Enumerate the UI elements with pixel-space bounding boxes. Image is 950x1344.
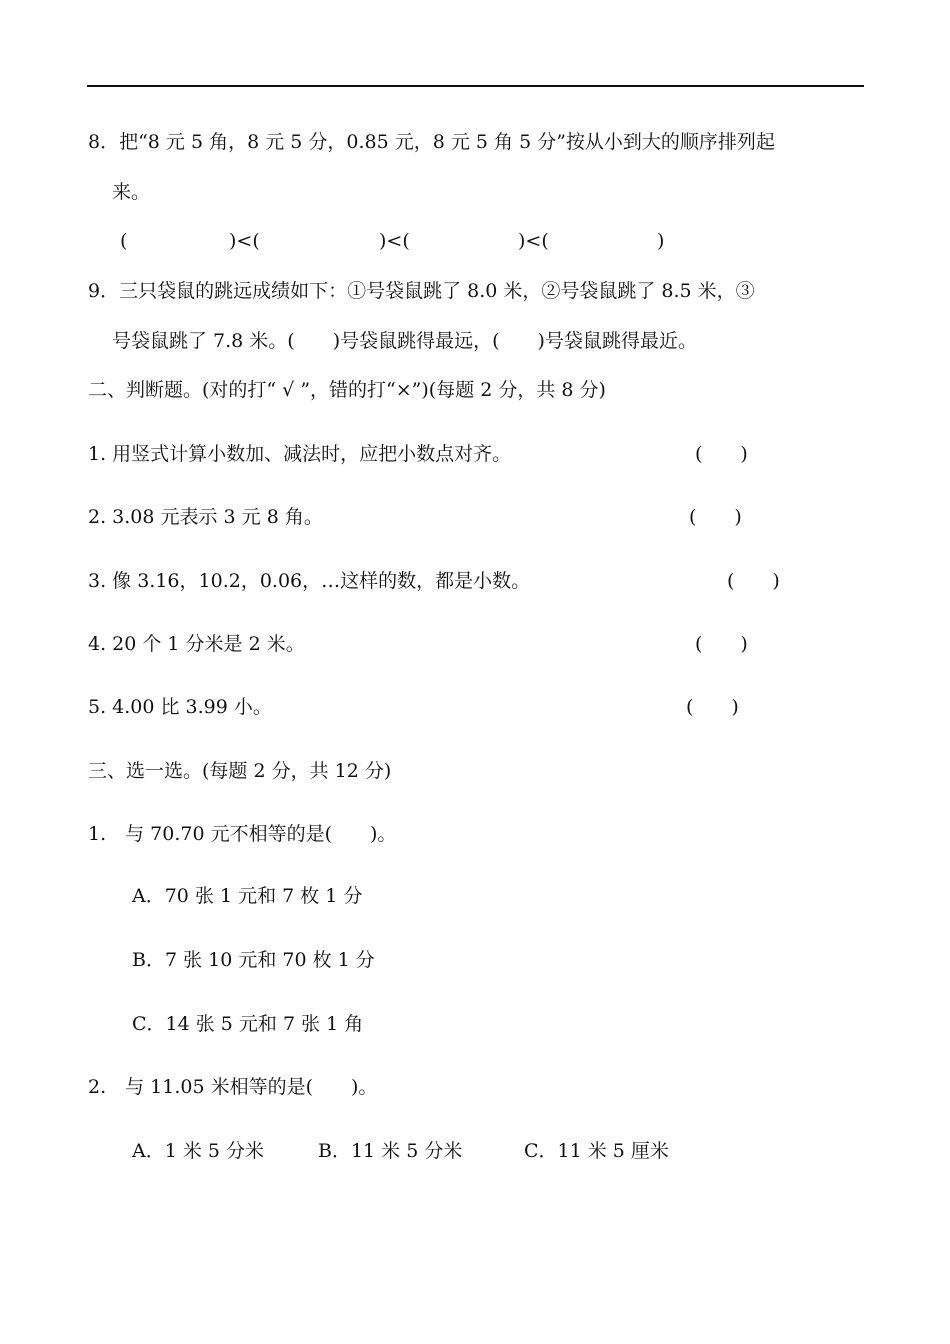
q8-blank-4[interactable]: )<( <box>518 230 549 252</box>
q8-line2: 来。 <box>112 181 151 203</box>
judge-answer-5[interactable]: ( ) <box>686 696 739 718</box>
choice-q1-stem: 1. 与 70.70 元不相等的是( )。 <box>88 823 397 845</box>
q8-blank-1[interactable]: ( <box>120 230 128 252</box>
section2-heading: 二、判断题。(对的打“ √ ”，错的打“×”)(每题 2 分，共 8 分) <box>88 379 606 401</box>
choice-q2-option-b[interactable]: B．11 米 5 分米 <box>318 1140 463 1162</box>
judge-item-4: 4. 20 个 1 分米是 2 米。 <box>88 633 305 655</box>
judge-answer-4[interactable]: ( ) <box>695 633 748 655</box>
header-rule <box>87 85 864 87</box>
judge-item-1: 1. 用竖式计算小数加、减法时，应把小数点对齐。 <box>88 443 512 465</box>
judge-item-5: 5. 4.00 比 3.99 小。 <box>88 696 272 718</box>
judge-answer-2[interactable]: ( ) <box>689 506 742 528</box>
judge-item-3: 3. 像 3.16，10.2，0.06，…这样的数，都是小数。 <box>88 570 531 592</box>
judge-answer-3[interactable]: ( ) <box>727 570 780 592</box>
q8-blank-5[interactable]: ) <box>657 230 665 252</box>
section3-heading: 三、选一选。(每题 2 分，共 12 分) <box>88 760 392 782</box>
choice-q1-option-a[interactable]: A．70 张 1 元和 7 枚 1 分 <box>132 885 363 907</box>
q9-line2: 号袋鼠跳了 7.8 米。( )号袋鼠跳得最远，( )号袋鼠跳得最近。 <box>112 330 697 352</box>
q8-blank-3[interactable]: )<( <box>379 230 410 252</box>
judge-answer-1[interactable]: ( ) <box>695 443 748 465</box>
choice-q2-option-a[interactable]: A．1 米 5 分米 <box>132 1140 265 1162</box>
q9-line1: 9．三只袋鼠的跳远成绩如下：①号袋鼠跳了 8.0 米，②号袋鼠跳了 8.5 米，③ <box>88 280 755 302</box>
q8-line1: 8．把“8 元 5 角，8 元 5 分，0.85 元，8 元 5 角 5 分”按从小到大的顺序排列起 <box>88 131 775 153</box>
choice-q2-option-c[interactable]: C．11 米 5 厘米 <box>524 1140 669 1162</box>
choice-q1-option-c[interactable]: C．14 张 5 元和 7 张 1 角 <box>132 1013 364 1035</box>
judge-item-2: 2. 3.08 元表示 3 元 8 角。 <box>88 506 323 528</box>
choice-q2-stem: 2. 与 11.05 米相等的是( )。 <box>88 1076 378 1098</box>
q8-blank-2[interactable]: )<( <box>229 230 260 252</box>
choice-q1-option-b[interactable]: B．7 张 10 元和 70 枚 1 分 <box>132 949 375 971</box>
